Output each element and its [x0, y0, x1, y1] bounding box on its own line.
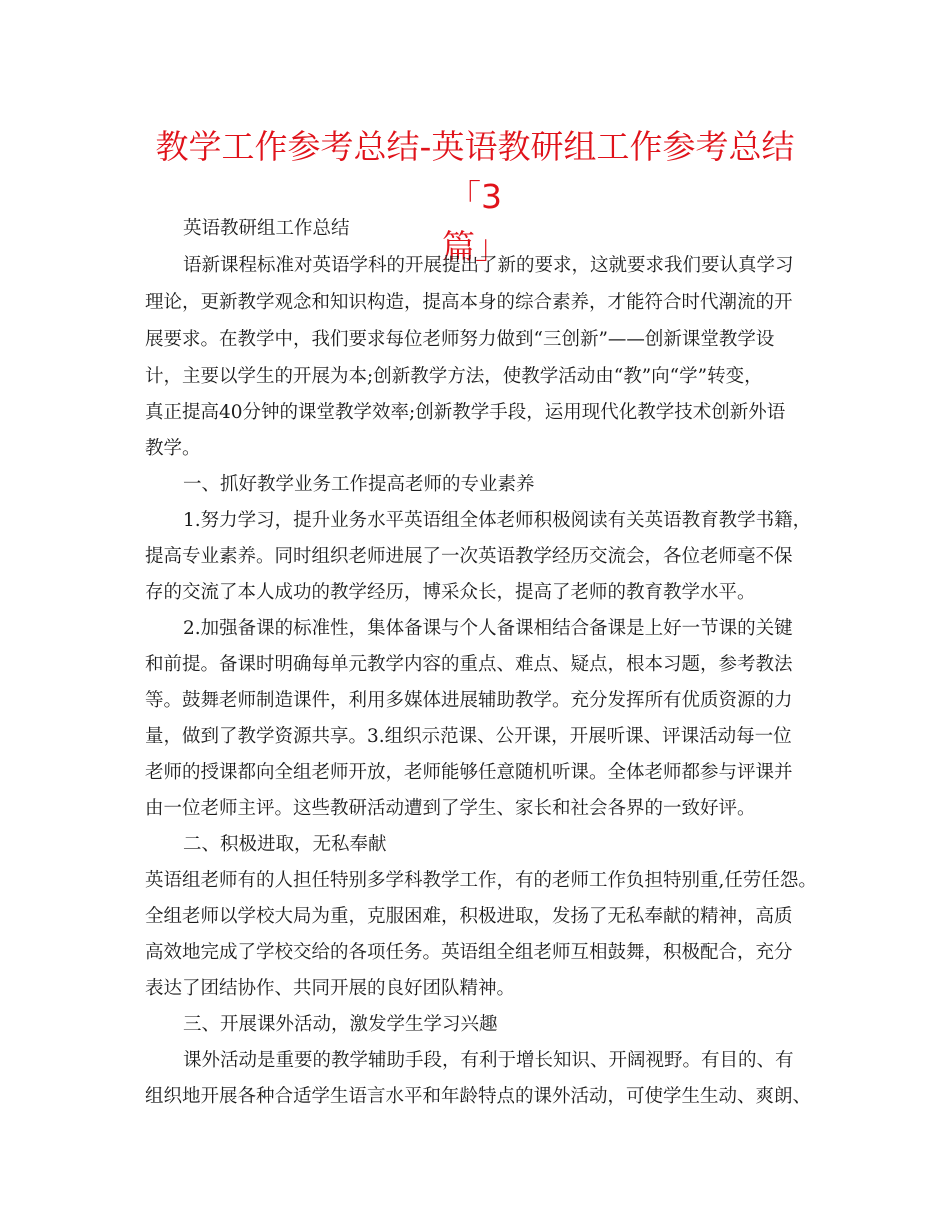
paragraph-line: 高效地完成了学校交给的各项任务。英语组全组老师互相鼓舞，积极配合，充分: [145, 942, 793, 963]
section-heading: 一、抓好教学业务工作提高老师的专业素养: [183, 474, 535, 495]
paragraph-line: 理论，更新教学观念和知识构造，提高本身的综合素养，才能符合时代潮流的开: [145, 292, 793, 313]
paragraph-line: 等。鼓舞老师制造课件，利用多媒体进展辅助教学。充分发挥所有优质资源的力: [145, 690, 793, 711]
paragraph-line: 全组老师以学校大局为重，克服困难，积极进取，发扬了无私奉献的精神，高质: [145, 906, 793, 927]
paragraph-line: 组织地开展各种合适学生语言水平和年龄特点的课外活动，可使学生生动、爽朗、: [145, 1086, 812, 1107]
title-line-2: 篇」: [442, 227, 508, 266]
paragraph-line: 计，主要以学生的开展为本;创新教学方法，使教学活动由“教”向“学”转变，: [145, 366, 763, 387]
document-title: [140, 122, 810, 272]
paragraph-line: 展要求。在教学中，我们要求每位老师努力做到“三创新”——创新课堂教学设: [145, 329, 775, 350]
paragraph-line: 真正提高40分钟的课堂教学效率;创新教学手段，运用现代化教学技术创新外语: [145, 402, 786, 423]
paragraph-heading: 英语教研组工作总结: [183, 218, 350, 239]
paragraph-line: 英语组老师有的人担任特别多学科教学工作，有的老师工作负担特别重,任劳任怨。: [145, 870, 817, 891]
section-heading: 二、积极进取，无私奉献: [183, 834, 387, 855]
paragraph-line: 课外活动是重要的教学辅助手段，有利于增长知识、开阔视野。有目的、有: [183, 1050, 794, 1071]
paragraph-line: 和前提。备课时明确每单元教学内容的重点、难点、疑点，根本习题，参考教法: [145, 654, 793, 675]
paragraph-line: 表达了团结协作、共同开展的良好团队精神。: [145, 978, 516, 999]
paragraph-line: 语新课程标准对英语学科的开展提出了新的要求，这就要求我们要认真学习: [183, 255, 794, 276]
paragraph-line: 1.努力学习，提升业务水平英语组全体老师积极阅读有关英语教育教学书籍，: [183, 510, 812, 531]
paragraph-line: 由一位老师主评。这些教研活动遭到了学生、家长和社会各界的一致好评。: [145, 798, 756, 819]
paragraph-line: 老师的授课都向全组老师开放，老师能够任意随机听课。全体老师都参与评课并: [145, 762, 793, 783]
paragraph-line: 教学。: [145, 438, 201, 459]
paragraph-line: 存的交流了本人成功的教学经历，博采众长，提高了老师的教育教学水平。: [145, 582, 756, 603]
paragraph-line: 量，做到了教学资源共享。3.组织示范课、公开课，开展听课、评课活动每一位: [145, 726, 792, 747]
section-heading: 三、开展课外活动，激发学生学习兴趣: [183, 1014, 498, 1035]
title-line-1: 教学工作参考总结-英语教研组工作参考总结「3: [155, 127, 795, 216]
paragraph-line: 2.加强备课的标准性，集体备课与个人备课相结合备课是上好一节课的关键: [183, 618, 793, 639]
paragraph-line: 提高专业素养。同时组织老师进展了一次英语教学经历交流会，各位老师毫不保: [145, 546, 793, 567]
